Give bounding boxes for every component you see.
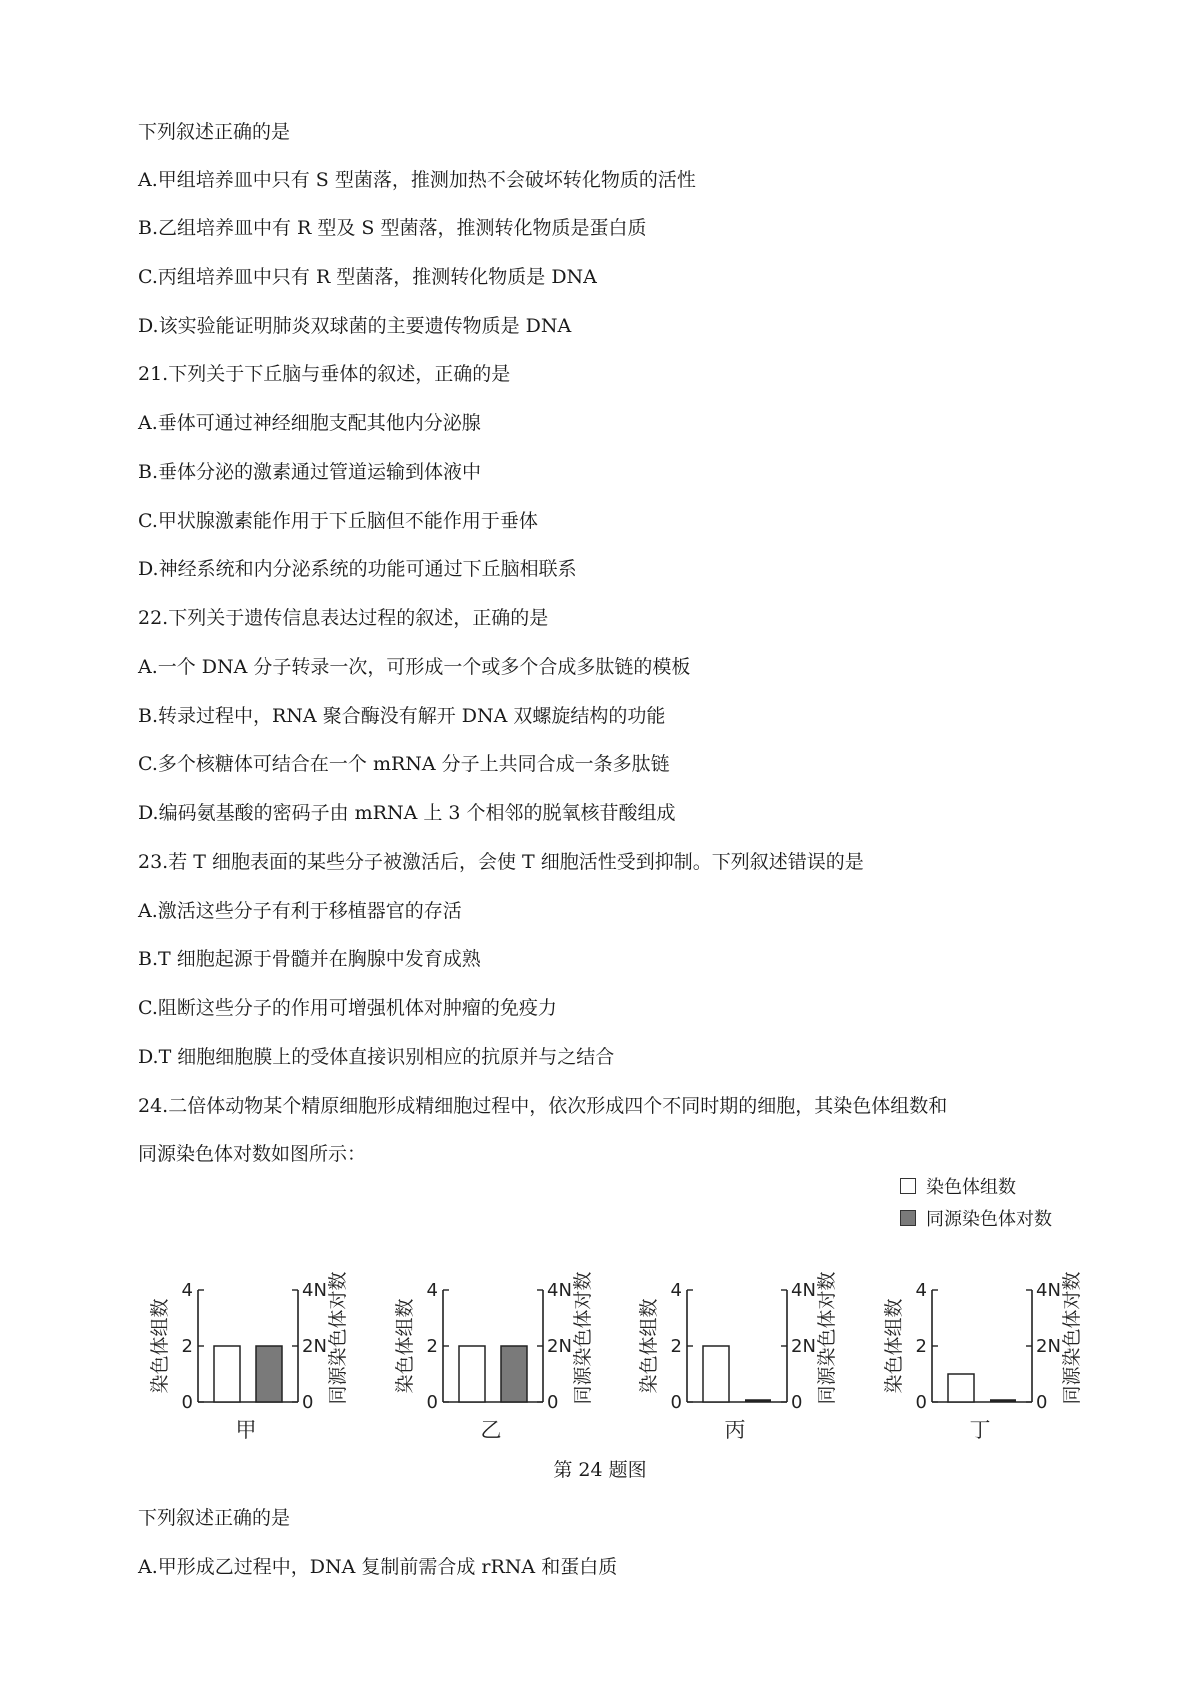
question-stem: 23.若 T 细胞表面的某些分子被激活后，会使 T 细胞活性受到抑制。下列叙述错误的是: [138, 851, 864, 873]
chart-panel: [883, 1271, 1083, 1442]
figure-caption: 第 24 题图: [553, 1459, 647, 1481]
tick-label-right: 4N: [791, 1280, 816, 1301]
category-label: 丁: [969, 1418, 991, 1442]
option-line: B.乙组培养皿中有 R 型及 S 型菌落，推测转化物质是蛋白质: [138, 217, 647, 239]
y-axis-title-right: 同源染色体对数: [572, 1271, 594, 1405]
category-label: 甲: [235, 1418, 257, 1442]
tick-label-left: 2: [670, 1336, 682, 1357]
y-axis-title-left: 染色体组数: [394, 1298, 416, 1394]
tick-label-right: 2N: [302, 1336, 327, 1357]
bar-chromosome-sets: [214, 1346, 240, 1402]
category-label: 乙: [480, 1418, 502, 1442]
tick-label-left: 0: [426, 1392, 438, 1413]
tick-label-right: 4N: [302, 1280, 327, 1301]
option-line: D.神经系统和内分泌系统的功能可通过下丘脑相联系: [138, 558, 577, 580]
question-stem: 22.下列关于遗传信息表达过程的叙述，正确的是: [138, 607, 549, 629]
option-line: A.甲组培养皿中只有 S 型菌落，推测加热不会破坏转化物质的活性: [138, 169, 696, 191]
tick-label-right: 0: [302, 1392, 314, 1413]
chart-panel: [394, 1271, 594, 1442]
tick-label-left: 2: [915, 1336, 927, 1357]
tick-label-left: 2: [426, 1336, 438, 1357]
option-line: A.垂体可通过神经细胞支配其他内分泌腺: [138, 412, 481, 434]
category-label: 丙: [724, 1418, 746, 1442]
tick-label-left: 4: [426, 1280, 438, 1301]
question-stem: 24.二倍体动物某个精原细胞形成精细胞过程中，依次形成四个不同时期的细胞，其染色体组数和: [138, 1095, 948, 1117]
text-line: 下列叙述正确的是: [138, 121, 291, 143]
option-line: A.甲形成乙过程中，DNA 复制前需合成 rRNA 和蛋白质: [138, 1556, 618, 1578]
y-axis-title-left: 染色体组数: [638, 1298, 660, 1394]
y-axis-title-left: 染色体组数: [883, 1298, 905, 1394]
tick-label-left: 4: [915, 1280, 927, 1301]
bar-chromosome-sets: [948, 1374, 974, 1402]
y-axis-title-right: 同源染色体对数: [327, 1271, 349, 1405]
tick-label-right: 2N: [547, 1336, 572, 1357]
tick-label-right: 2N: [791, 1336, 816, 1357]
bar-chromosome-sets: [459, 1346, 485, 1402]
option-line: C.丙组培养皿中只有 R 型菌落，推测转化物质是 DNA: [138, 266, 597, 288]
y-axis-title-right: 同源染色体对数: [816, 1271, 838, 1405]
tick-label-right: 0: [1036, 1392, 1048, 1413]
question-stem: 21.下列关于下丘脑与垂体的叙述，正确的是: [138, 363, 511, 385]
option-line: D.编码氨基酸的密码子由 mRNA 上 3 个相邻的脱氧核苷酸组成: [138, 802, 676, 824]
bar-homologous-pairs: [501, 1346, 527, 1402]
tick-label-left: 0: [915, 1392, 927, 1413]
tick-label-right: 4N: [547, 1280, 572, 1301]
tick-label-right: 0: [791, 1392, 803, 1413]
tick-label-right: 2N: [1036, 1336, 1061, 1357]
option-line: D.该实验能证明肺炎双球菌的主要遗传物质是 DNA: [138, 315, 572, 337]
option-line: D.T 细胞细胞膜上的受体直接识别相应的抗原并与之结合: [138, 1046, 615, 1068]
tick-label-right: 0: [547, 1392, 559, 1413]
option-line: B.T 细胞起源于骨髓并在胸腺中发育成熟: [138, 948, 481, 970]
bar-homologous-pairs: [256, 1346, 282, 1402]
tick-label-left: 0: [181, 1392, 193, 1413]
option-line: C.甲状腺激素能作用于下丘脑但不能作用于垂体: [138, 510, 538, 532]
y-axis-title-left: 染色体组数: [149, 1298, 171, 1394]
legend-label: 染色体组数: [926, 1177, 1016, 1198]
bar-chromosome-sets: [703, 1346, 729, 1402]
y-axis-title-right: 同源染色体对数: [1061, 1271, 1083, 1405]
legend-label: 同源染色体对数: [926, 1209, 1052, 1230]
tick-label-left: 2: [181, 1336, 193, 1357]
chart-panel: [638, 1271, 838, 1442]
option-line: B.垂体分泌的激素通过管道运输到体液中: [138, 461, 482, 483]
option-line: C.多个核糖体可结合在一个 mRNA 分子上共同合成一条多肽链: [138, 753, 670, 775]
tick-label-left: 4: [181, 1280, 193, 1301]
option-line: B.转录过程中，RNA 聚合酶没有解开 DNA 双螺旋结构的功能: [138, 705, 666, 727]
question-stem-continued: 同源染色体对数如图所示：: [138, 1143, 367, 1165]
tick-label-left: 4: [670, 1280, 682, 1301]
option-line: C.阻断这些分子的作用可增强机体对肿瘤的免疫力: [138, 997, 557, 1019]
text-line: 下列叙述正确的是: [138, 1507, 291, 1529]
tick-label-left: 0: [670, 1392, 682, 1413]
option-line: A.一个 DNA 分子转录一次，可形成一个或多个合成多肽链的模板: [138, 656, 691, 678]
tick-label-right: 4N: [1036, 1280, 1061, 1301]
option-line: A.激活这些分子有利于移植器官的存活: [138, 900, 462, 922]
chart-panel: [149, 1271, 349, 1442]
